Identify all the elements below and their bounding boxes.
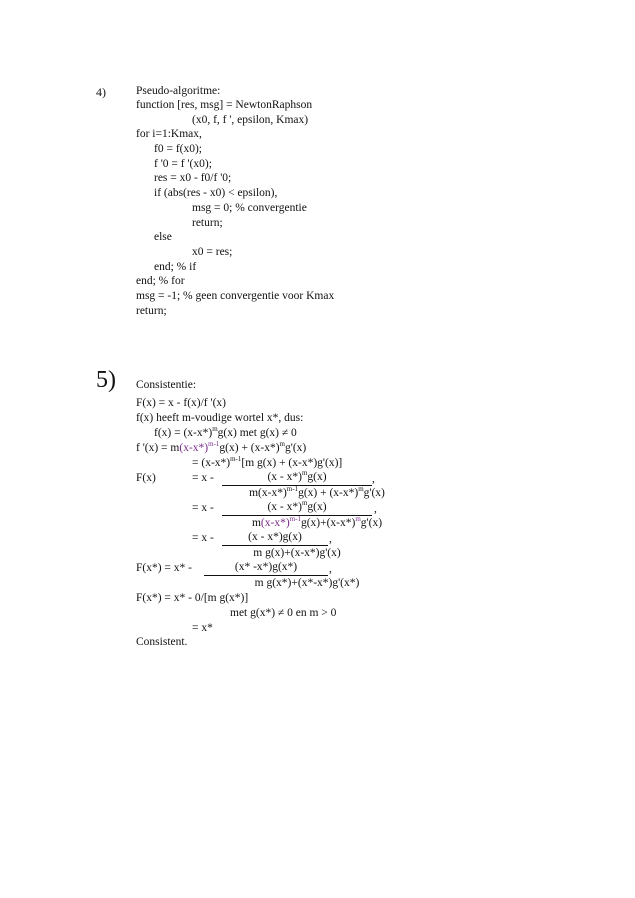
eq-lhs-Fxstar: F(x*) = x* -: [136, 562, 192, 574]
code-line-x0: x0 = res;: [192, 246, 233, 258]
section-4-heading: Pseudo-algoritme:: [136, 85, 221, 97]
code-line-fprime0: f '0 = f '(x0);: [154, 158, 212, 170]
eq-root-statement: f(x) heeft m-voudige wortel x*, dus:: [136, 412, 304, 424]
eq-x-minus-2: = x -: [192, 502, 214, 514]
eq-x-minus-3: = x -: [192, 532, 214, 544]
code-line-endfor: end; % for: [136, 275, 185, 287]
fraction-3-denominator: m g(x)+(x-x*)g'(x): [253, 547, 341, 559]
frac2-comma: ,: [374, 503, 377, 515]
eq-fprime-c: g(x) + (x-x*): [219, 442, 280, 454]
frac2-den-exp2: m: [355, 515, 361, 523]
eq-factored-b: [m g(x) + (x-x*)g'(x)]: [241, 457, 343, 469]
fraction-2-numerator: [222, 499, 372, 516]
frac3-comma: ,: [329, 533, 332, 545]
eq-fprime-highlight: (x-x*): [179, 442, 209, 454]
code-line-if: if (abs(res - x0) < epsilon),: [154, 187, 278, 199]
frac2-den-a: m: [251, 517, 261, 529]
eq-f-rest: g(x) met g(x) ≠ 0: [217, 427, 297, 439]
code-line-return2: return;: [136, 305, 167, 317]
fraction-3-numerator: (x - x*)g(x): [222, 532, 328, 546]
code-line-function: function [res, msg] = NewtonRaphson: [136, 99, 313, 111]
frac2-num-a: (x - x*): [267, 501, 302, 513]
frac1-den-exp2: m: [358, 485, 364, 493]
fraction-1-denominator: [222, 485, 412, 500]
code-line-msg-minus1: msg = -1; % geen convergentie voor Kmax: [136, 290, 335, 302]
fraction-2-denominator: [222, 515, 412, 530]
frac1-den-a: m(x-x*): [249, 487, 287, 499]
eq-factored-a: = (x-x*): [192, 457, 231, 469]
eq-factored-exp: m-1: [230, 455, 242, 463]
code-line-args: (x0, f, f ', epsilon, Kmax): [192, 114, 309, 126]
eq-F-definition: F(x) = x - f(x)/f '(x): [136, 397, 226, 409]
eq-f-factor: f(x) = (x-x*): [154, 427, 213, 439]
eq-condition: met g(x*) ≠ 0 en m > 0: [230, 607, 337, 619]
frac2-den-highlight: (x-x*): [260, 517, 290, 529]
fraction-4-denominator: m g(x*)+(x*-x*)g'(x*): [254, 577, 360, 589]
frac4-comma: ,: [329, 563, 332, 575]
code-line-msg0: msg = 0; % convergentie: [192, 202, 307, 214]
frac2-num-exp: m: [301, 499, 308, 507]
frac1-comma: ,: [372, 473, 375, 485]
frac1-num-a: (x - x*): [267, 471, 302, 483]
eq-x-minus-1: = x -: [192, 472, 214, 484]
code-line-res: res = x0 - f0/f '0;: [154, 172, 232, 184]
section-5-number: 5): [96, 367, 116, 393]
code-line-else: else: [154, 231, 172, 243]
code-line-for: for i=1:Kmax,: [136, 128, 202, 140]
frac2-den-d: g'(x): [360, 517, 383, 529]
frac1-den-exp1: m-1: [286, 485, 299, 493]
frac2-den-exp1: m-1: [289, 515, 301, 523]
frac1-den-b: g(x) + (x-x*): [298, 487, 359, 499]
fraction-4-numerator: (x* -x*)g(x*): [204, 562, 328, 576]
eq-lhs-Fx: F(x): [136, 472, 156, 484]
code-line-endif: end; % if: [154, 261, 197, 273]
eq-f-factorized: [154, 425, 297, 440]
eq-fprime-exp1: m-1: [208, 440, 220, 448]
frac2-den-c: g(x)+(x-x*): [300, 517, 356, 529]
frac1-den-c: g'(x): [363, 487, 385, 499]
section-5-heading: Consistentie:: [136, 379, 197, 391]
eq-result: = x*: [192, 622, 213, 634]
frac1-num-exp: m: [301, 469, 308, 477]
frac2-num-b: g(x): [307, 501, 327, 513]
eq-fprime-exp2: m: [279, 440, 285, 448]
eq-fprime: [136, 440, 307, 455]
eq-F-at-root: F(x*) = x* - 0/[m g(x*)]: [136, 592, 249, 604]
section-4-number: 4): [96, 85, 106, 99]
eq-f-exponent: m: [212, 425, 218, 433]
frac1-num-b: g(x): [307, 471, 327, 483]
fraction-1-numerator: [222, 469, 372, 486]
eq-fprime-a: f '(x) = m: [136, 442, 180, 454]
eq-fprime-d: g'(x): [285, 442, 307, 454]
conclusion: Consistent.: [136, 636, 188, 648]
eq-fprime-factored: [192, 455, 343, 470]
code-line-return1: return;: [192, 217, 223, 229]
code-line-f0: f0 = f(x0);: [154, 143, 202, 155]
